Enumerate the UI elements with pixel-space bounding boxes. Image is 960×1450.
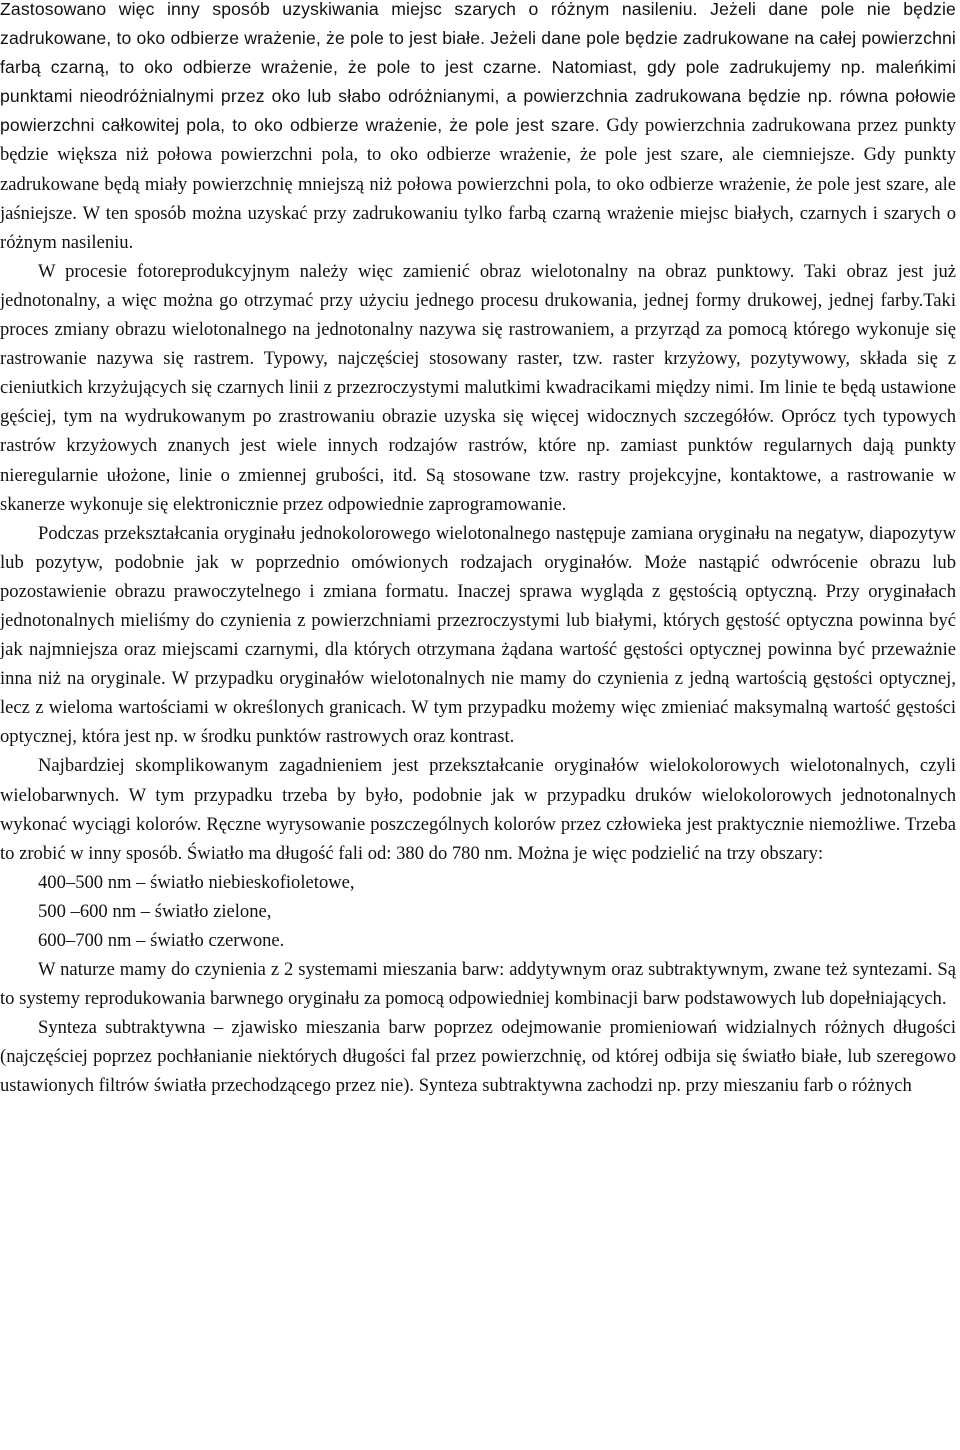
paragraph-synteza-subtraktywna: Synteza subtraktywna – zjawisko mieszania barw poprzez odejmowanie promieniowań widzialnych różnych długości (najczęściej poprzez pochłanianie niektórych długości fal przez powierzchnię, od której odbija się światło białe, lub szeregowo ustawionych filtrów światła przechodzącego przez nie). Synteza subtraktywna zachodzi np. przy mieszaniu farb o różnych (0, 1017, 956, 1097)
paragraph-oryginal-jednokolorowy: Podczas przekształcania oryginału jednokolorowego wielotonalnego następuje zamiana oryginału na negatyw, diapozytyw lub pozytyw, podobnie jak w poprzednio omówionych rodzajach oryginałów. Może nastąpić odwrócenie obrazu lub pozostawienie obrazu prawoczytelnego i zmiana formatu. Inaczej sprawa wygląda z gęstością optyczną. Przy oryginałach jednotonalnych mieliśmy do czynienia z powierzchniami przezroczystymi lub białymi, których gęstość optyczna powinna być jak najmniejsza oraz miejscami czarnymi, dla których otrzymana żądana wartość gęstości optycznej powinna być przeważnie inna niż na oryginale. W przypadku oryginałów wielotonalnych nie mamy do czynienia z jedną wartością gęstości optycznej, lecz z wieloma wartościami w określonych granicach. W tym przypadku możemy więc zmieniać maksymalną wartość gęstości optycznej, która jest np. w środku punktów rastrowych oraz kontrast. (0, 522, 956, 748)
paragraph-rastrowanie: W procesie fotoreprodukcyjnym należy więc zamienić obraz wielotonalny na obraz punktowy. Taki obraz jest już jednotonalny, a więc można go otrzymać przy użyciu jednego procesu drukowania, jednej formy drukowej, jednej farby.Taki proces zmiany obrazu wielotonalnego na jednotonalny nazywa się rastrowaniem, a przyrząd za pomocą którego wykonuje się rastrowanie nazywa się rastrem. Typowy, najczęściej stosowany raster, tzw. raster krzyżowy, pozytywowy, składa się z cieniutkich krzyżujących się czarnych linii z przezroczystymi malutkimi kwadracikami między nimi. Im linie te będą ustawione gęściej, tym na wydrukowanym po zrastrowaniu obrazie uzyska się więcej widocznych szczegółów. Oprócz tych typowych rastrów krzyżowych znanych jest wiele innych rodzajów rastrów, które np. zamiast punktów regularnych dają punkty nieregularnie ułożone, linie o zmiennej grubości, itd. Są stosowane tzw. rastry projekcyjne, kontaktowe, a rastrowanie w skanerze wykonuje się elektronicznie przez odpowiednie zaprogramowanie. (0, 260, 956, 515)
paragraph-text-sans: Zastosowano więc inny sposób uzyskiwania miejsc szarych o różnym nasileniu. Jeżeli dane pole nie będzie zadrukowane, to oko odbierze wrażenie, że pole to jest białe. Jeżeli dane pole będzie zadrukowane na całej powierzchni farbą czarną, to oko odbierze wrażenie, że pole to jest czarne. Natomiast, gdy pole zadrukujemy np. maleńkimi punktami nieodróżnialnymi przez oko lub słabo odróżnianymi, a powierzchnia zadrukowana będzie np. równa połowie powierzchni całkowitej pola, to oko odbierze wrażenie, że pole jest szare. (0, 0, 956, 136)
list-item: 600–700 nm – światło czerwone. (38, 930, 285, 951)
paragraph-systemy-mieszania: W naturze mamy do czynienia z 2 systemami mieszania barw: addytywnym oraz subtraktywnym, zwane też syntezami. Są to systemy reprodukowania barwnego oryginału za pomocą odpowiedniej kombinacji barw podstawowych lub dopełniających. (0, 959, 956, 1010)
list-item: 500 –600 nm – światło zielone, (38, 900, 272, 922)
list-item: 400–500 nm – światło niebieskofioletowe, (38, 871, 355, 893)
wavelength-list (0, 868, 956, 955)
paragraph-oryginal-wielobarwny: Najbardziej skomplikowanym zagadnieniem jest przekształcanie oryginałów wielokolorowych wielotonalnych, czyli wielobarwnych. W tym przypadku trzeba by było, podobnie jak w przypadku druków wielokolorowych jednotonalnych wykonać wyciągi kolorów. Ręczne wyrysowanie poszczególnych kolorów przez człowieka jest praktycznie niemożliwe. Trzeba to zrobić w inny sposób. Światło ma długość fali od: 380 do 780 nm. Można je więc podzielić na trzy obszary: (0, 755, 956, 864)
paragraph-halftone-principle (0, 0, 956, 257)
paragraph-text-serif: Gdy powierzchnia zadrukowana przez punkty będzie większa niż połowa powierzchni pola, to oko odbierze wrażenie, że pole jest szare, ale ciemniejsze. Gdy punkty zadrukowane będą miały powierzchnię mniejszą niż połowa powierzchni pola, to oko odbierze wrażenie, że pole jest szare, ale jaśniejsze. W ten sposób można uzyskać przy zadrukowaniu tylko farbą czarną wrażenie miejsc białych, czarnych i szarych o różnym nasileniu. (0, 115, 956, 253)
